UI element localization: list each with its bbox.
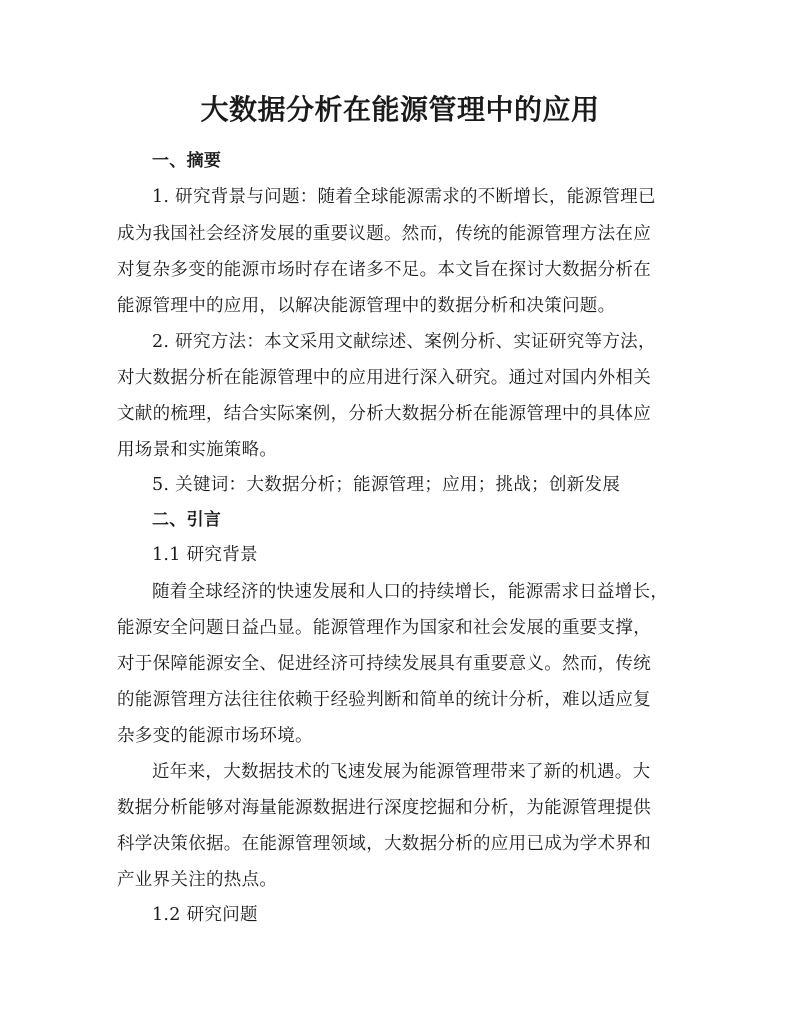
abstract-p2-line-2: 对大数据分析在能源管理中的应用进行深入研究。通过对国内外相关: [117, 368, 651, 388]
keywords-line: 5. 关键词：大数据分析；能源管理；应用；挑战；创新发展: [152, 475, 621, 495]
abstract-p1-line-2: 成为我国社会经济发展的重要议题。然而，传统的能源管理方法在应: [117, 224, 651, 244]
intro-p1-line-5: 杂多变的能源市场环境。: [117, 726, 313, 746]
intro-heading: 二、引言: [152, 510, 222, 530]
intro-p1-line-2: 能源安全问题日益凸显。能源管理作为国家和社会发展的重要支撑，: [117, 618, 651, 638]
intro-p1-line-4: 的能源管理方法往往依赖于经验判断和简单的统计分析，难以适应复: [117, 690, 651, 710]
intro-p1-line-1: 随着全球经济的快速发展和人口的持续增长，能源需求日益增长，: [152, 582, 669, 602]
subheading-1-2: 1.2 研究问题: [152, 905, 258, 925]
intro-p2-line-4: 产业界关注的热点。: [117, 870, 278, 890]
document-title: 大数据分析在能源管理中的应用: [200, 93, 600, 126]
intro-p2-line-1: 近年来，大数据技术的飞速发展为能源管理带来了新的机遇。大: [152, 762, 651, 782]
abstract-heading: 一、摘要: [152, 151, 222, 171]
intro-p2-line-2: 数据分析能够对海量能源数据进行深度挖掘和分析，为能源管理提供: [117, 798, 651, 818]
abstract-p2-line-4: 用场景和实施策略。: [117, 440, 278, 460]
subheading-1-1: 1.1 研究背景: [152, 545, 258, 565]
intro-p2-line-3: 科学决策依据。在能源管理领域，大数据分析的应用已成为学术界和: [117, 834, 651, 854]
abstract-p2-line-3: 文献的梳理，结合实际案例，分析大数据分析在能源管理中的具体应: [117, 404, 651, 424]
abstract-p1-line-4: 能源管理中的应用，以解决能源管理中的数据分析和决策问题。: [117, 296, 616, 316]
abstract-p1-line-3: 对复杂多变的能源市场时存在诸多不足。本文旨在探讨大数据分析在: [117, 260, 651, 280]
abstract-p2-line-1: 2. 研究方法：本文采用文献综述、案例分析、实证研究等方法，: [152, 332, 656, 352]
intro-p1-line-3: 对于保障能源安全、促进经济可持续发展具有重要意义。然而，传统: [117, 654, 651, 674]
abstract-p1-line-1: 1. 研究背景与问题：随着全球能源需求的不断增长，能源管理已: [152, 187, 656, 207]
